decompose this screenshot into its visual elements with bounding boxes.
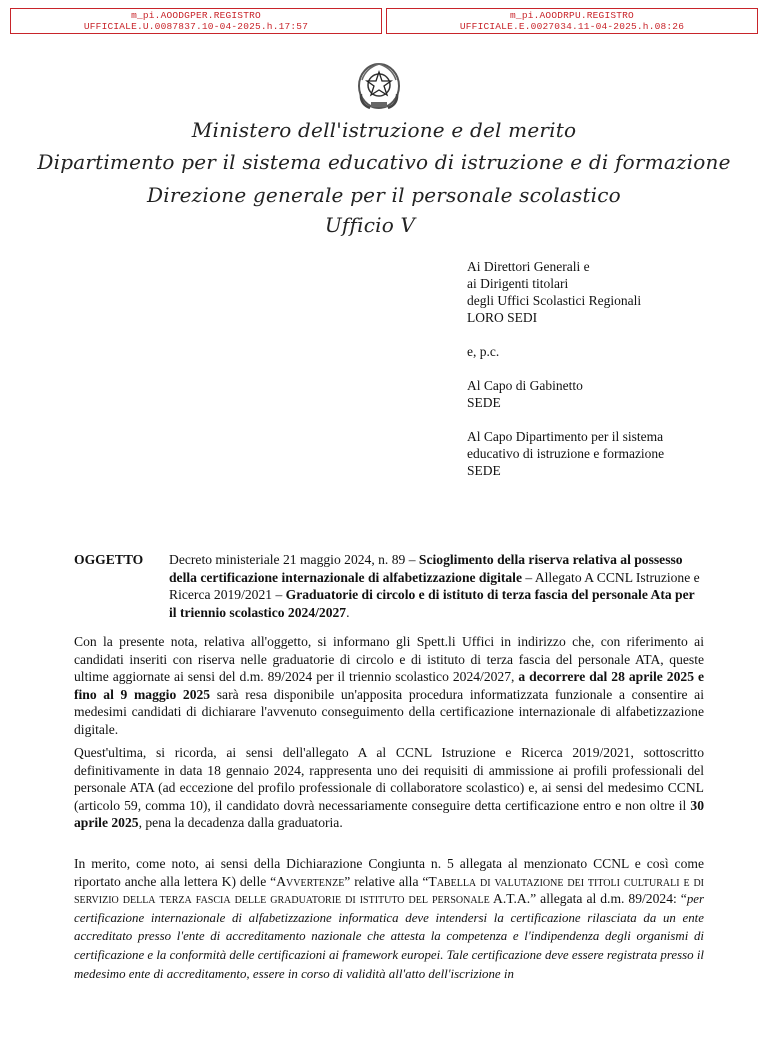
cc-label: e, p.c.	[467, 344, 500, 359]
stamp-protocol-number: UFFICIALE.E.0027034.11-04-2025.h.08:26	[459, 21, 685, 32]
recipients-block	[467, 258, 757, 479]
department-name: Dipartimento per il sistema educativo di istruzione e di formazione	[37, 150, 731, 174]
recipient-line: SEDE	[467, 395, 501, 410]
recipient-line: Al Capo di Gabinetto	[467, 378, 583, 393]
recipient-line: LORO SEDI	[467, 310, 538, 325]
stamp-protocol-number: UFFICIALE.U.0087837.10-04-2025.h.17:57	[83, 21, 309, 32]
recipient-line: ai Dirigenti titolari	[467, 276, 569, 291]
stamp-registry: m_pi.AOODGPER.REGISTRO	[131, 10, 261, 21]
paragraph-1: Con la presente nota, relativa all'oggetto, si informano gli Spett.li Uffici in indirizzo che, con riferimento ai candidati inseriti con riserva nelle graduatorie di circolo e di istituto di terza fascia del personale ATA, queste ultime aggiornate ai sensi del d.m. 89/2024 per il triennio scolastico 2024/2027, a decorrere dal 28 aprile 2025 e fino al 9 maggio 2025 sarà resa disponibile un'apposita procedura informatizzata funzionale a consentire ai medesimi candidati di dichiarare l'avvenuto conseguimento della certificazione internazionale di alfabetizzazione digitale.	[74, 634, 704, 737]
office-name: Ufficio V	[324, 213, 416, 237]
recipient-line: degli Uffici Scolastici Regionali	[467, 293, 642, 308]
recipient-line: SEDE	[467, 463, 501, 478]
stamp-registry: m_pi.AOODRPU.REGISTRO	[510, 10, 634, 21]
protocol-stamp-outgoing	[10, 8, 382, 34]
direction-name: Direzione generale per il personale scolastico	[147, 183, 621, 207]
italian-republic-emblem-icon	[356, 58, 402, 114]
ministry-name: Ministero dell'istruzione e del merito	[191, 118, 577, 142]
paragraph-2: Quest'ultima, si ricorda, ai sensi dell'allegato A al CCNL Istruzione e Ricerca 2019/2021, sottoscritto definitivamente in data 18 gennaio 2024, rappresenta uno dei requisiti di ammissione ai profili professionali del personale ATA (ad eccezione del profilo professionale di collaboratore scolastico) e, ai sensi del medesimo CCNL (articolo 59, comma 10), il candidato dovrà necessariamente conseguire detta certificazione entro e non oltre il 30 aprile 2025, pena la decadenza dalla graduatoria.	[74, 745, 704, 831]
recipient-line: Al Capo Dipartimento per il sistema	[467, 429, 664, 444]
subject-label: OGGETTO	[74, 552, 144, 567]
subject-text: Decreto ministeriale 21 maggio 2024, n. 89 – Scioglimento della riserva relativa al possesso della certificazione internazionale di alfabetizzazione digitale – Allegato A CCNL Istruzione e Ricerca 2019/2021 – Graduatorie di circolo e di istituto di terza fascia del personale Ata per il triennio scolastico 2024/2027.	[169, 552, 700, 620]
subject-block	[74, 551, 704, 621]
recipient-line: Ai Direttori Generali e	[467, 259, 590, 274]
paragraph-3: In merito, come noto, ai sensi della Dichiarazione Congiunta n. 5 allegata al menzionato CCNL e così come riportato anche alla lettera K) delle “Avvertenze” relative alla “Tabella di valutazione dei titoli culturali e di servizio della terza fascia delle graduatorie di istituto del personale A.T.A.” allegata al d.m. 89/2024: “per certificazione internazionale di alfabetizzazione informatica deve intendersi la certificazione rilasciata da un ente accreditato presso l'ente di accreditamento nazionale che attesta la competenza e l'indipendenza degli organismi di certificazione e la conformità delle certificazioni ai framework europei. Tale certificazione deve essere registrata presso il medesimo ente di accreditamento, essere in corso di validità all'atto dell'iscrizione in	[74, 856, 704, 981]
protocol-stamp-incoming	[386, 8, 758, 34]
recipient-line: educativo di istruzione e formazione	[467, 446, 665, 461]
